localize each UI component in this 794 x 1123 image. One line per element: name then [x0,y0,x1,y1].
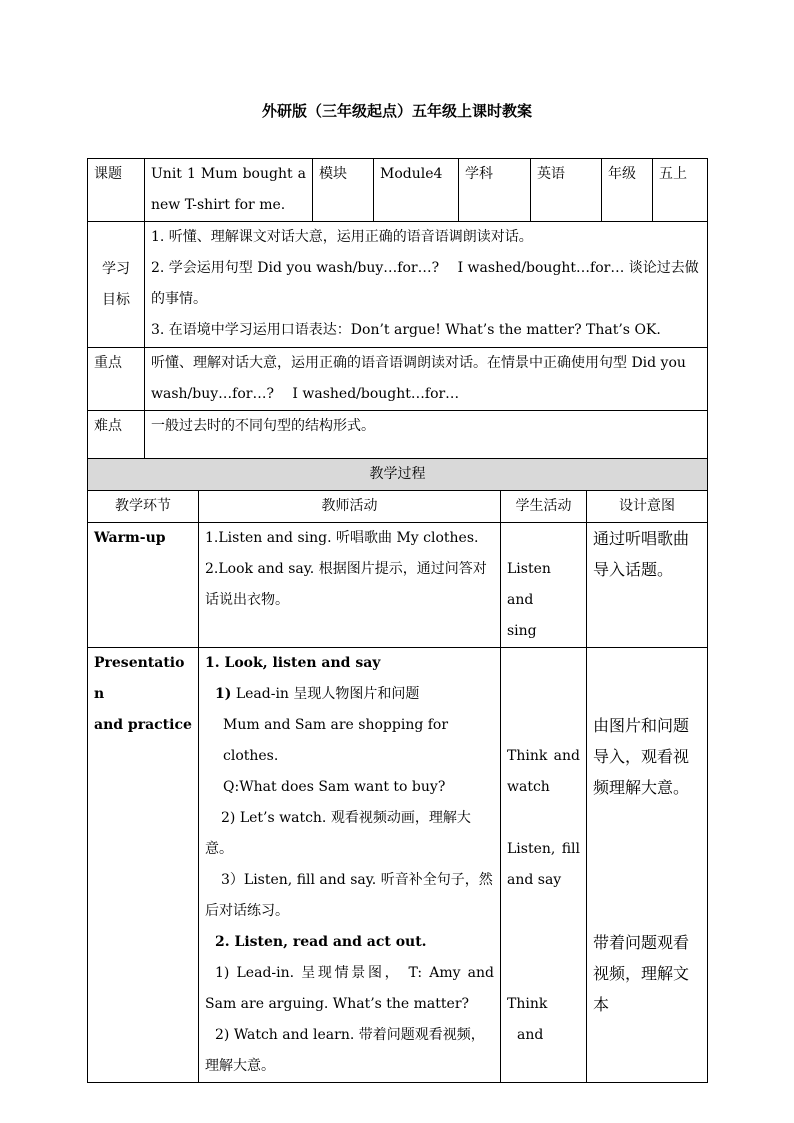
page-title: 外研版（三年级起点）五年级上课时教案 [261,102,532,120]
goal-1: 1. 听懂、理解课文对话大意，运用正确的语音语调朗读对话。 [151,229,533,245]
step-1-lead-in-text: Lead-in 呈现人物图片和问题 [231,686,420,702]
student-listen-fill-2: and say [507,872,562,888]
warmup-stage: Warm-up [88,523,199,648]
key-label: 重点 [88,348,145,411]
difficult-row [88,411,708,459]
key-text: 听懂、理解对话大意，运用正确的语音语调朗读对话。在情景中正确使用句型 Did you wash/buy…for…? I washed/bought…for… [145,348,708,411]
header-student: 学生活动 [501,491,587,523]
warmup-student-2: sing [507,623,537,639]
subject-label: 学科 [459,159,531,222]
step-1-lead-in [205,679,494,710]
subject-value: 英语 [531,159,602,222]
warmup-student [501,523,587,648]
presentation-stage [88,648,199,1083]
header-row [88,491,708,523]
module-value: Module4 [374,159,459,222]
step-1-title: 1. Look, listen and say [205,655,381,671]
topic-row [88,159,708,222]
presentation-student [501,648,587,1083]
presentation-stage-2: and practice [94,717,192,733]
step-2-lead-in: 1) Lead-in. 呈现情景图， T: Amy and Sam are arguing. What’s the matter? [205,965,494,1012]
topic-line-1: Unit 1 Mum bought a [151,166,306,182]
header-intent: 设计意图 [587,491,708,523]
presentation-stage-1: Presentation [94,655,185,702]
warmup-teacher-1: 1.Listen and sing. 听唱歌曲 My clothes. [205,530,479,546]
key-row [88,348,708,411]
student-think-watch-2: watch [507,779,550,795]
warmup-row [88,523,708,648]
goals-row [88,222,708,348]
section-title-row [88,459,708,491]
student-and-2: and [517,1027,544,1043]
teaching-process-table [87,458,708,1083]
goal-2: 2. 学会运用句型 Did you wash/buy…for…? I washed/bought…for… 谈论过去做的事情。 [151,260,699,307]
warmup-intent: 通过听唱歌曲导入话题。 [587,523,708,648]
presentation-teacher [199,648,501,1083]
goals-label-line-1: 学习 [102,260,130,277]
grade-label: 年级 [602,159,653,222]
topic-label: 课题 [88,159,145,222]
header-stage: 教学环节 [88,491,199,523]
step-1-scene: Mum and Sam are shopping for clothes. [223,717,449,764]
goals-label-line-2: 目标 [102,291,130,308]
step-1-watch: 2) Let’s watch. 观看视频动画，理解大意。 [205,810,471,857]
warmup-teacher-2: 2.Look and say. 根据图片提示，通过问答对话说出衣物。 [205,561,487,608]
difficult-text: 一般过去时的不同句型的结构形式。 [145,411,708,459]
goals-label [88,222,145,348]
goal-3: 3. 在语境中学习运用口语表达：Don’t argue! What’s the matter? That’s OK. [151,322,661,338]
step-1-listen: 3）Listen, fill and say. 听音补全句子，然后对话练习。 [205,872,493,919]
header-teacher: 教师活动 [199,491,501,523]
difficult-label: 难点 [88,411,145,459]
step-1-question: Q:What does Sam want to buy? [223,779,446,795]
step-2-watch: 2) Watch and learn. 带着问题观看视频，理解大意。 [205,1027,485,1074]
grade-value: 五上 [653,159,708,222]
presentation-row [88,648,708,1083]
presentation-intent [587,648,708,1083]
module-label: 模块 [313,159,374,222]
student-think-2: Think [507,996,548,1012]
warmup-student-1: Listen and [507,561,551,608]
lesson-info-table [87,158,708,459]
warmup-teacher [199,523,501,648]
student-listen-fill-1: Listen, fill [507,841,580,857]
section-title: 教学过程 [88,459,708,491]
student-think-watch-1: Think and [507,748,580,764]
intent-1: 由图片和问题导入，观看视频理解大意。 [593,716,690,797]
topic-line-2: new T-shirt for me. [151,197,286,213]
step-1-lead-in-num: 1) [215,686,232,702]
intent-2: 带着问题观看视频，理解文本 [593,933,690,1014]
goals-content [145,222,708,348]
step-2-title: 2. Listen, read and act out. [215,934,427,950]
topic-value [145,159,313,222]
